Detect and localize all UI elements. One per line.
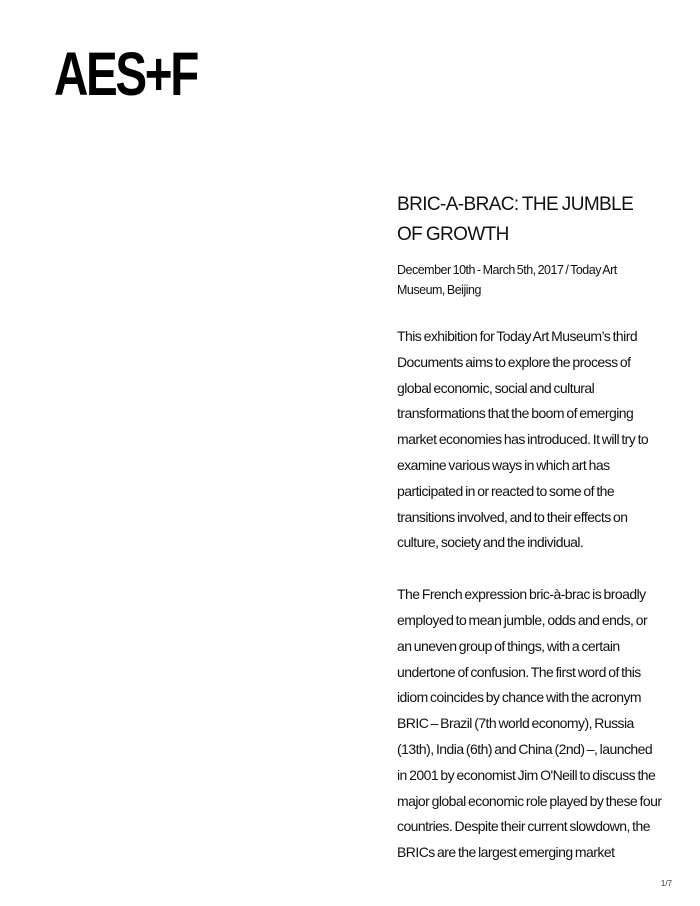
page-number: 1/7: [660, 879, 672, 888]
aesf-logo: AES+F: [54, 40, 197, 108]
paragraph-2: The French expression bric-à-brac is broadly employed to mean jumble, odds and ends, or an uneven group of things, with a certain undertone of confusion. The first word of this idiom coincides by chance with the acronym BRIC – Brazil (7th world economy), Russia (13th), India (6th) and China (2nd) –, launched in 2001 by economist Jim O'Neill to discuss the major global economic role played by these four countries. Despite their current slowdown, the BRICs are the largest emerging market: [397, 586, 662, 861]
article-title: BRIC-A-BRAC: THE JUMBLE OF GROWTH: [397, 194, 634, 245]
exhibition-dates-location: December 10th - March 5th, 2017 / Today Art Museum, Beijing: [397, 263, 617, 297]
paragraph-1: This exhibition for Today Art Museum’s third Documents aims to explore the process of global economic, social and cultural transformations that the boom of emerging market economies has introduced. It will try to examine various ways in which art has participated in or reacted to some of the transitions involved, and to their effects on culture, society and the individual.: [397, 328, 649, 551]
article: [397, 190, 662, 866]
